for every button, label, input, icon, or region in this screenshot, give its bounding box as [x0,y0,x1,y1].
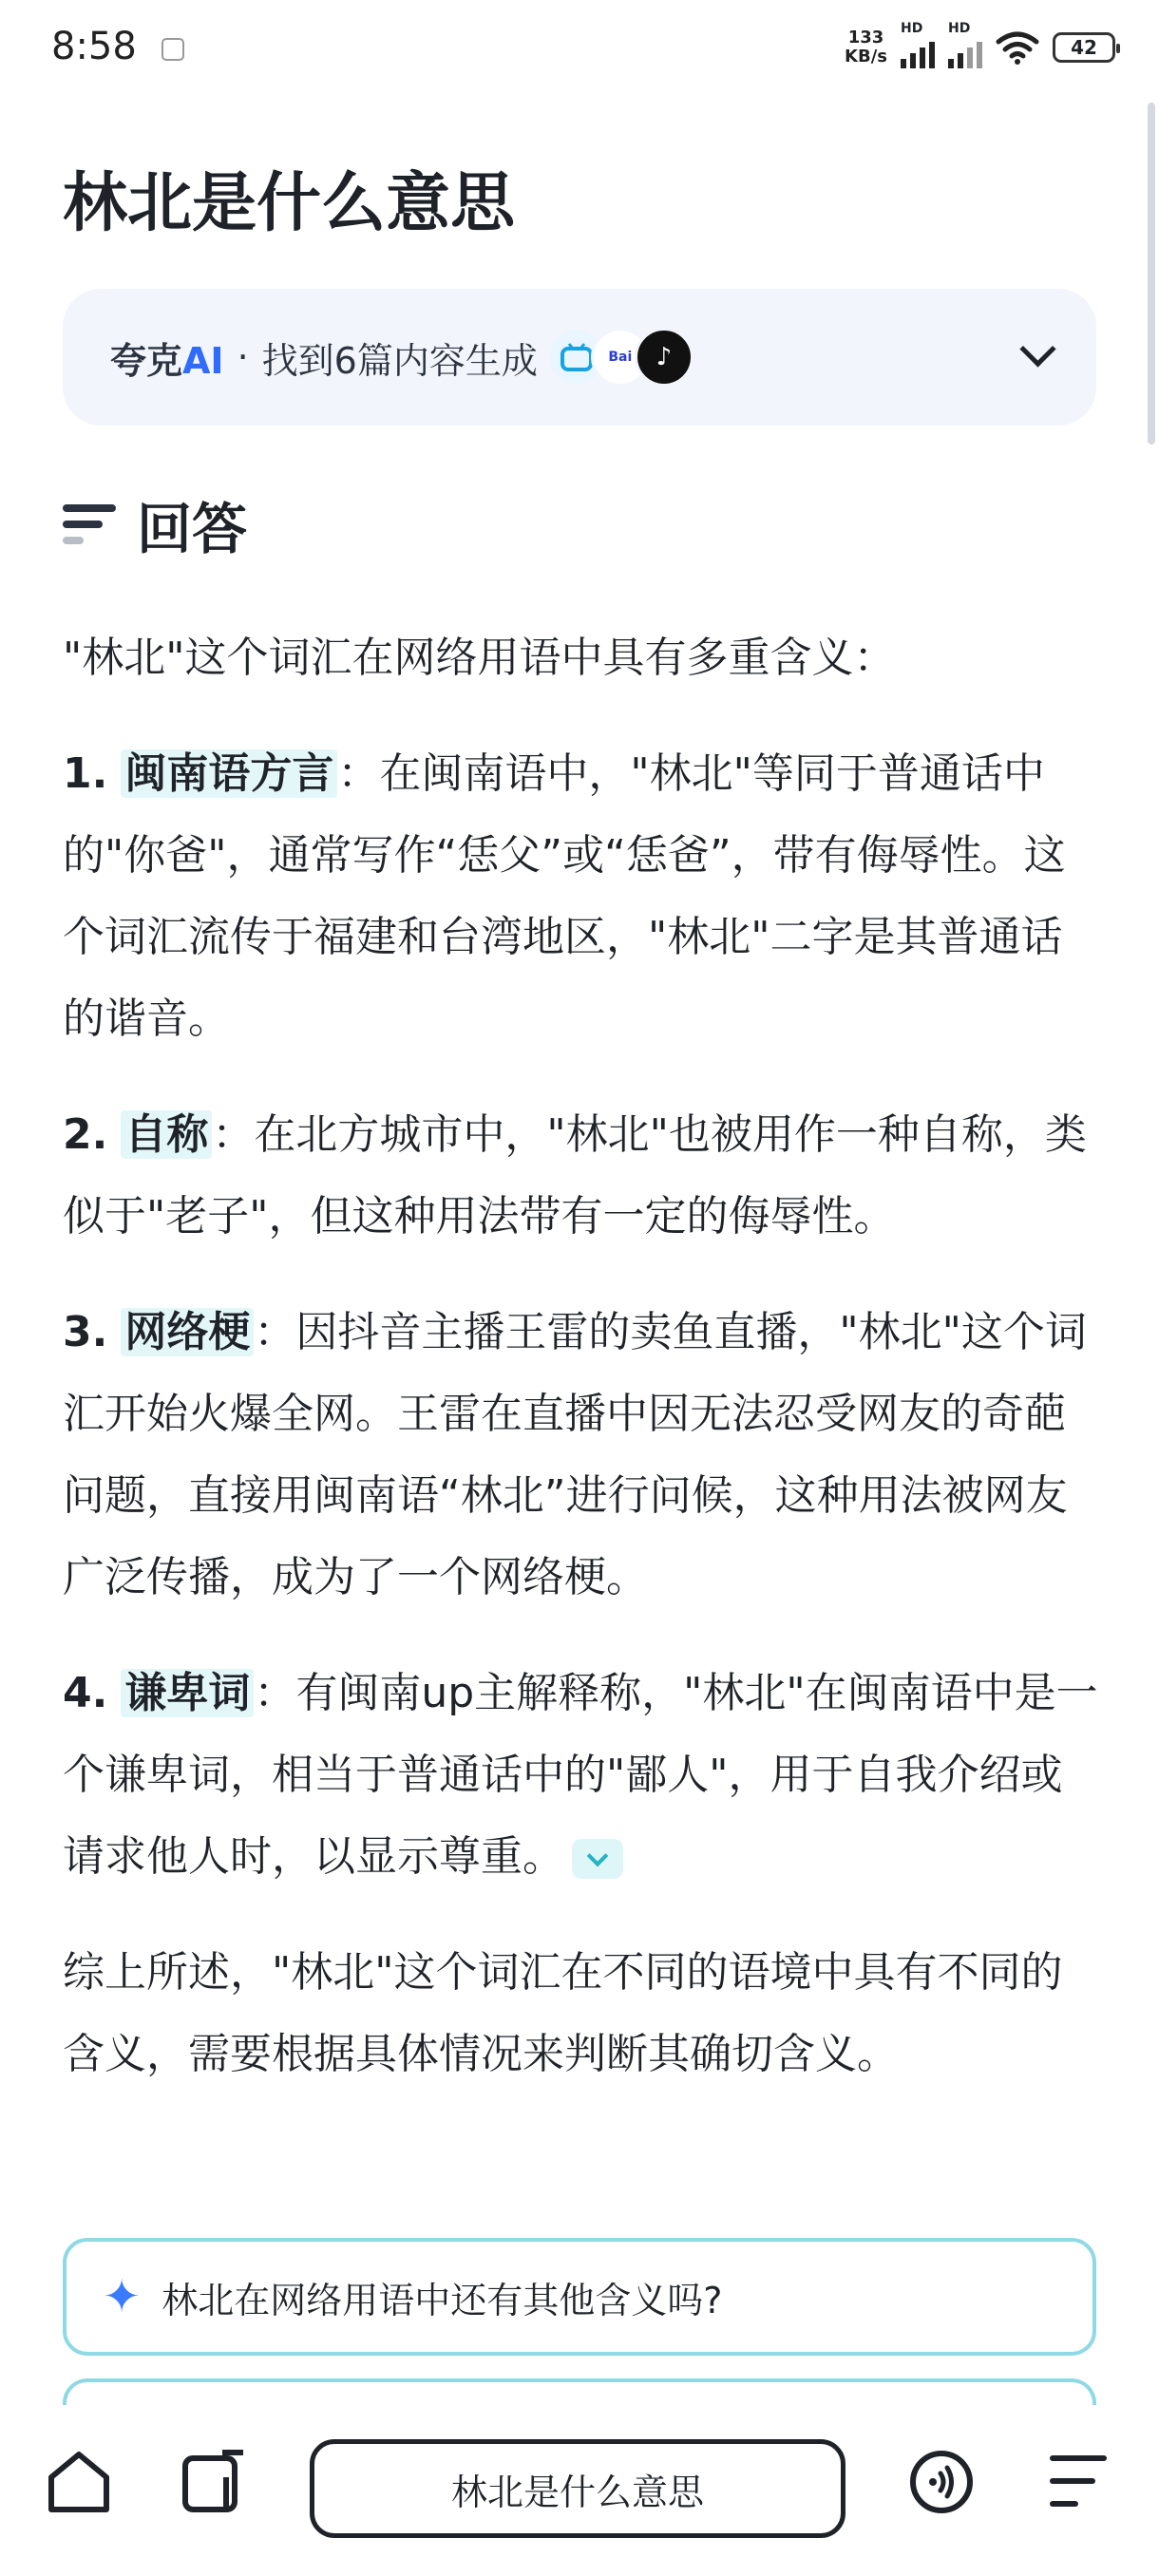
item-number: 2. [63,1110,108,1159]
brand-name [110,331,224,384]
answer-lines-icon [63,501,116,548]
expand-references-button[interactable] [572,1839,623,1879]
sparkle-icon: ✦ [103,2270,142,2323]
battery-icon [1053,32,1115,63]
item-text: 因抖音主播王雷的卖鱼直播，"林北"这个词汇开始火爆全网。王雷在直播中因无法忍受网友的奇葩问题，直接用闽南语“林北”进行问候，这种用法被网友广泛传播，成为了一个网络梗。 [63,1308,1087,1601]
answer-intro: "林北"这个词汇在网络用语中具有多重含义： [63,634,896,682]
scrollbar[interactable] [1148,103,1155,445]
answer-item [63,733,1098,1060]
suggested-question[interactable] [63,2238,1096,2356]
chevron-down-icon[interactable] [1019,331,1055,367]
sources-found-text: 找到6篇内容生成 [261,339,538,382]
item-colon: ： [212,1110,255,1159]
suggested-question-text: 林北在网络用语中还有其他含义吗? [162,2279,723,2321]
status-bar [0,0,1159,95]
item-number: 1. [63,749,108,798]
item-colon: ： [254,1669,296,1717]
hd-label: HD [948,21,971,36]
answer-item [63,1094,1098,1258]
network-speed-unit: KB/s [845,47,887,66]
answer-item [63,1653,1098,1898]
answer-item [63,1292,1098,1619]
item-colon: ： [254,1308,296,1356]
answer-title: 回答 [137,497,248,561]
item-colon: ： [337,749,380,798]
item-text: 有闽南up主解释称，"林北"在闽南语中是一个谦卑词，相当于普通话中的"鄙人"，用于自我介绍或请求他人时，以显示尊重。 [63,1669,1098,1881]
menu-icon[interactable] [1045,2451,1112,2511]
network-speed [845,28,887,66]
brand-ai: AI [182,339,224,382]
item-term[interactable]: 自称 [121,1110,212,1159]
item-term[interactable]: 谦卑词 [121,1669,254,1717]
item-text: 在闽南语中，"林北"等同于普通话中的"你爸"，通常写作“恁父”或“恁爸”，带有侮辱性。这个词汇流传于福建和台湾地区，"林北"二字是其普通话的谐音。 [63,749,1066,1043]
home-icon[interactable] [46,2449,112,2515]
search-query: 林北是什么意思 [450,2471,704,2513]
answer-summary: 综上所述，"林北"这个词汇在不同的语境中具有不同的含义，需要根据具体情况来判断其确切含义。 [63,1948,1063,2078]
answer-header [63,484,247,564]
item-number: 3. [63,1308,108,1356]
item-term[interactable]: 网络梗 [121,1308,254,1356]
source-card[interactable] [63,289,1096,426]
search-input[interactable] [310,2439,846,2538]
separator: · [237,336,249,378]
tiktok-icon: ♪ [635,328,694,387]
item-number: 4. [63,1669,108,1717]
item-term[interactable]: 闽南语方言 [121,749,337,798]
network-speed-value: 133 [847,28,884,47]
signal-icon [901,21,935,68]
bottom-bar [0,2405,1159,2576]
answer-content [63,617,1098,2130]
wifi-icon [996,30,1039,65]
notification-icon [162,38,184,61]
baidu-icon: Bai [591,328,650,387]
battery-level: 42 [1071,36,1097,59]
status-icons [845,21,1115,68]
source-icons [547,328,694,387]
item-text: 在北方城市中，"林北"也被用作一种自称，类似于"老子"，但这种用法带有一定的侮辱性。 [63,1110,1087,1241]
hd-label: HD [901,21,923,36]
signal-icon [948,21,982,68]
status-time: 8:58 [51,25,137,68]
voice-icon[interactable] [908,2449,975,2515]
page-title: 林北是什么意思 [63,166,516,241]
tabs-icon[interactable] [180,2449,247,2515]
brand-main: 夸克 [110,339,183,382]
